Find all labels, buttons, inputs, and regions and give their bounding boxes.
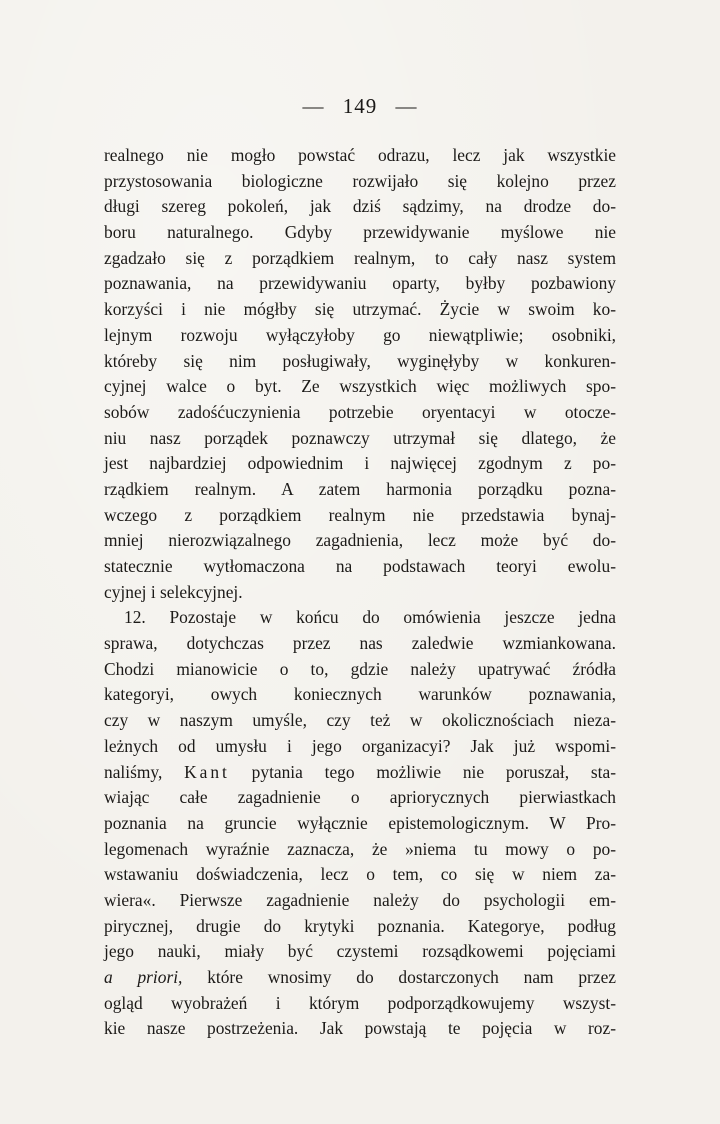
text-line-paragraph-start: 12. Pozostaje w końcu do omówienia jeszcze jedna: [124, 607, 616, 628]
header-dash-right: —: [395, 94, 418, 118]
text-line: poznania na gruncie wyłącznie epistemologicznym. W Pro-: [104, 812, 616, 833]
text-line: cyjnej walce o byt. Ze wszystkich więc możliwych spo-: [104, 376, 616, 397]
text-line: długi szereg pokoleń, jak dziś sądzimy, na drodze do-: [104, 196, 616, 217]
text-line: zgadzało się z porządkiem realnym, to cały nasz system: [104, 247, 616, 268]
text-fragment: które wnosimy do dostarczonych nam przez: [207, 967, 617, 987]
text-fragment: pytania tego możliwie nie poruszał, sta-: [251, 761, 616, 782]
text-line: kie nasze postrzeżenia. Jak powstają te pojęcia w roz-: [104, 1018, 616, 1039]
text-line: wiając całe zagadnienie o apriorycznych pierwiastkach: [104, 787, 616, 808]
text-line-with-italic: [104, 965, 616, 991]
text-line: rządkiem realnym. A zatem harmonia porządku pozna-: [104, 478, 616, 499]
text-line: legomenach wyraźnie zaznacza, że »niema tu mowy o po-: [104, 838, 616, 859]
text-line: przystosowania biologiczne rozwijało się kolejno przez: [104, 170, 616, 191]
text-line: realnego nie mogło powstać odrazu, lecz jak wszystkie: [104, 145, 616, 165]
text-line: lejnym rozwoju wyłączyłoby go niewątpliwie; osobniki,: [104, 324, 616, 345]
text-line: jego nauki, miały być czystemi rozsądkowemi pojęciami: [104, 941, 616, 962]
page-header: [0, 94, 720, 119]
text-line: któreby się nim posługiwały, wyginęłyby w konkuren-: [104, 350, 616, 371]
text-line: poznawania, na przewidywaniu oparty, byłby pozbawiony: [104, 273, 616, 294]
text-line: czy w naszym umyśle, czy też w okolicznościach nieza-: [104, 710, 616, 731]
text-line: leżnych od umysłu i jego organizacyi? Jak już wspomi-: [104, 735, 616, 756]
text-line-with-spaced-name: [104, 760, 616, 786]
text-line: kategoryi, owych koniecznych warunków poznawania,: [104, 684, 616, 705]
text-line: wstawaniu doświadczenia, lecz o tem, co się w niem za-: [104, 864, 616, 885]
page-number: 149: [342, 94, 378, 118]
text-line: sprawa, dotychczas przez nas zaledwie wzmiankowana.: [104, 633, 616, 654]
header-dash-left: —: [302, 94, 325, 118]
text-fragment: naliśmy,: [104, 761, 163, 782]
italic-term: a priori,: [104, 967, 183, 987]
text-line: niu nasz porządek poznawczy utrzymał się dlatego, że: [104, 427, 616, 448]
text-line: korzyści i nie mógłby się utrzymać. Życie w swoim ko-: [104, 299, 616, 320]
author-name-spaced: Kant: [184, 761, 230, 782]
text-line: wczego z porządkiem realnym nie przedstawia bynaj-: [104, 504, 616, 525]
text-line: wiera«. Pierwsze zagadnienie należy do psychologii em-: [104, 889, 616, 910]
text-line-paragraph-end: cyjnej i selekcyjnej.: [104, 581, 243, 602]
text-line: jest najbardziej odpowiednim i najwięcej zgodnym z po-: [104, 453, 616, 474]
text-line: mniej nierozwiązalnego zagadnienia, lecz może być do-: [104, 530, 616, 551]
text-line: sobów zadośćuczynienia potrzebie oryentacyi w otocze-: [104, 401, 616, 422]
text-line: pirycznej, drugie do krytyki poznania. Kategorye, podług: [104, 915, 616, 936]
text-line: statecznie wytłomaczona na podstawach teoryi ewolu-: [104, 556, 616, 576]
text-line: ogląd wyobrażeń i którym podporządkowujemy wszyst-: [104, 992, 616, 1013]
text-line: boru naturalnego. Gdyby przewidywanie myślowe nie: [104, 222, 616, 243]
body-text: [104, 143, 616, 1042]
text-line: Chodzi mianowicie o to, gdzie należy upatrywać źródła: [104, 658, 616, 679]
